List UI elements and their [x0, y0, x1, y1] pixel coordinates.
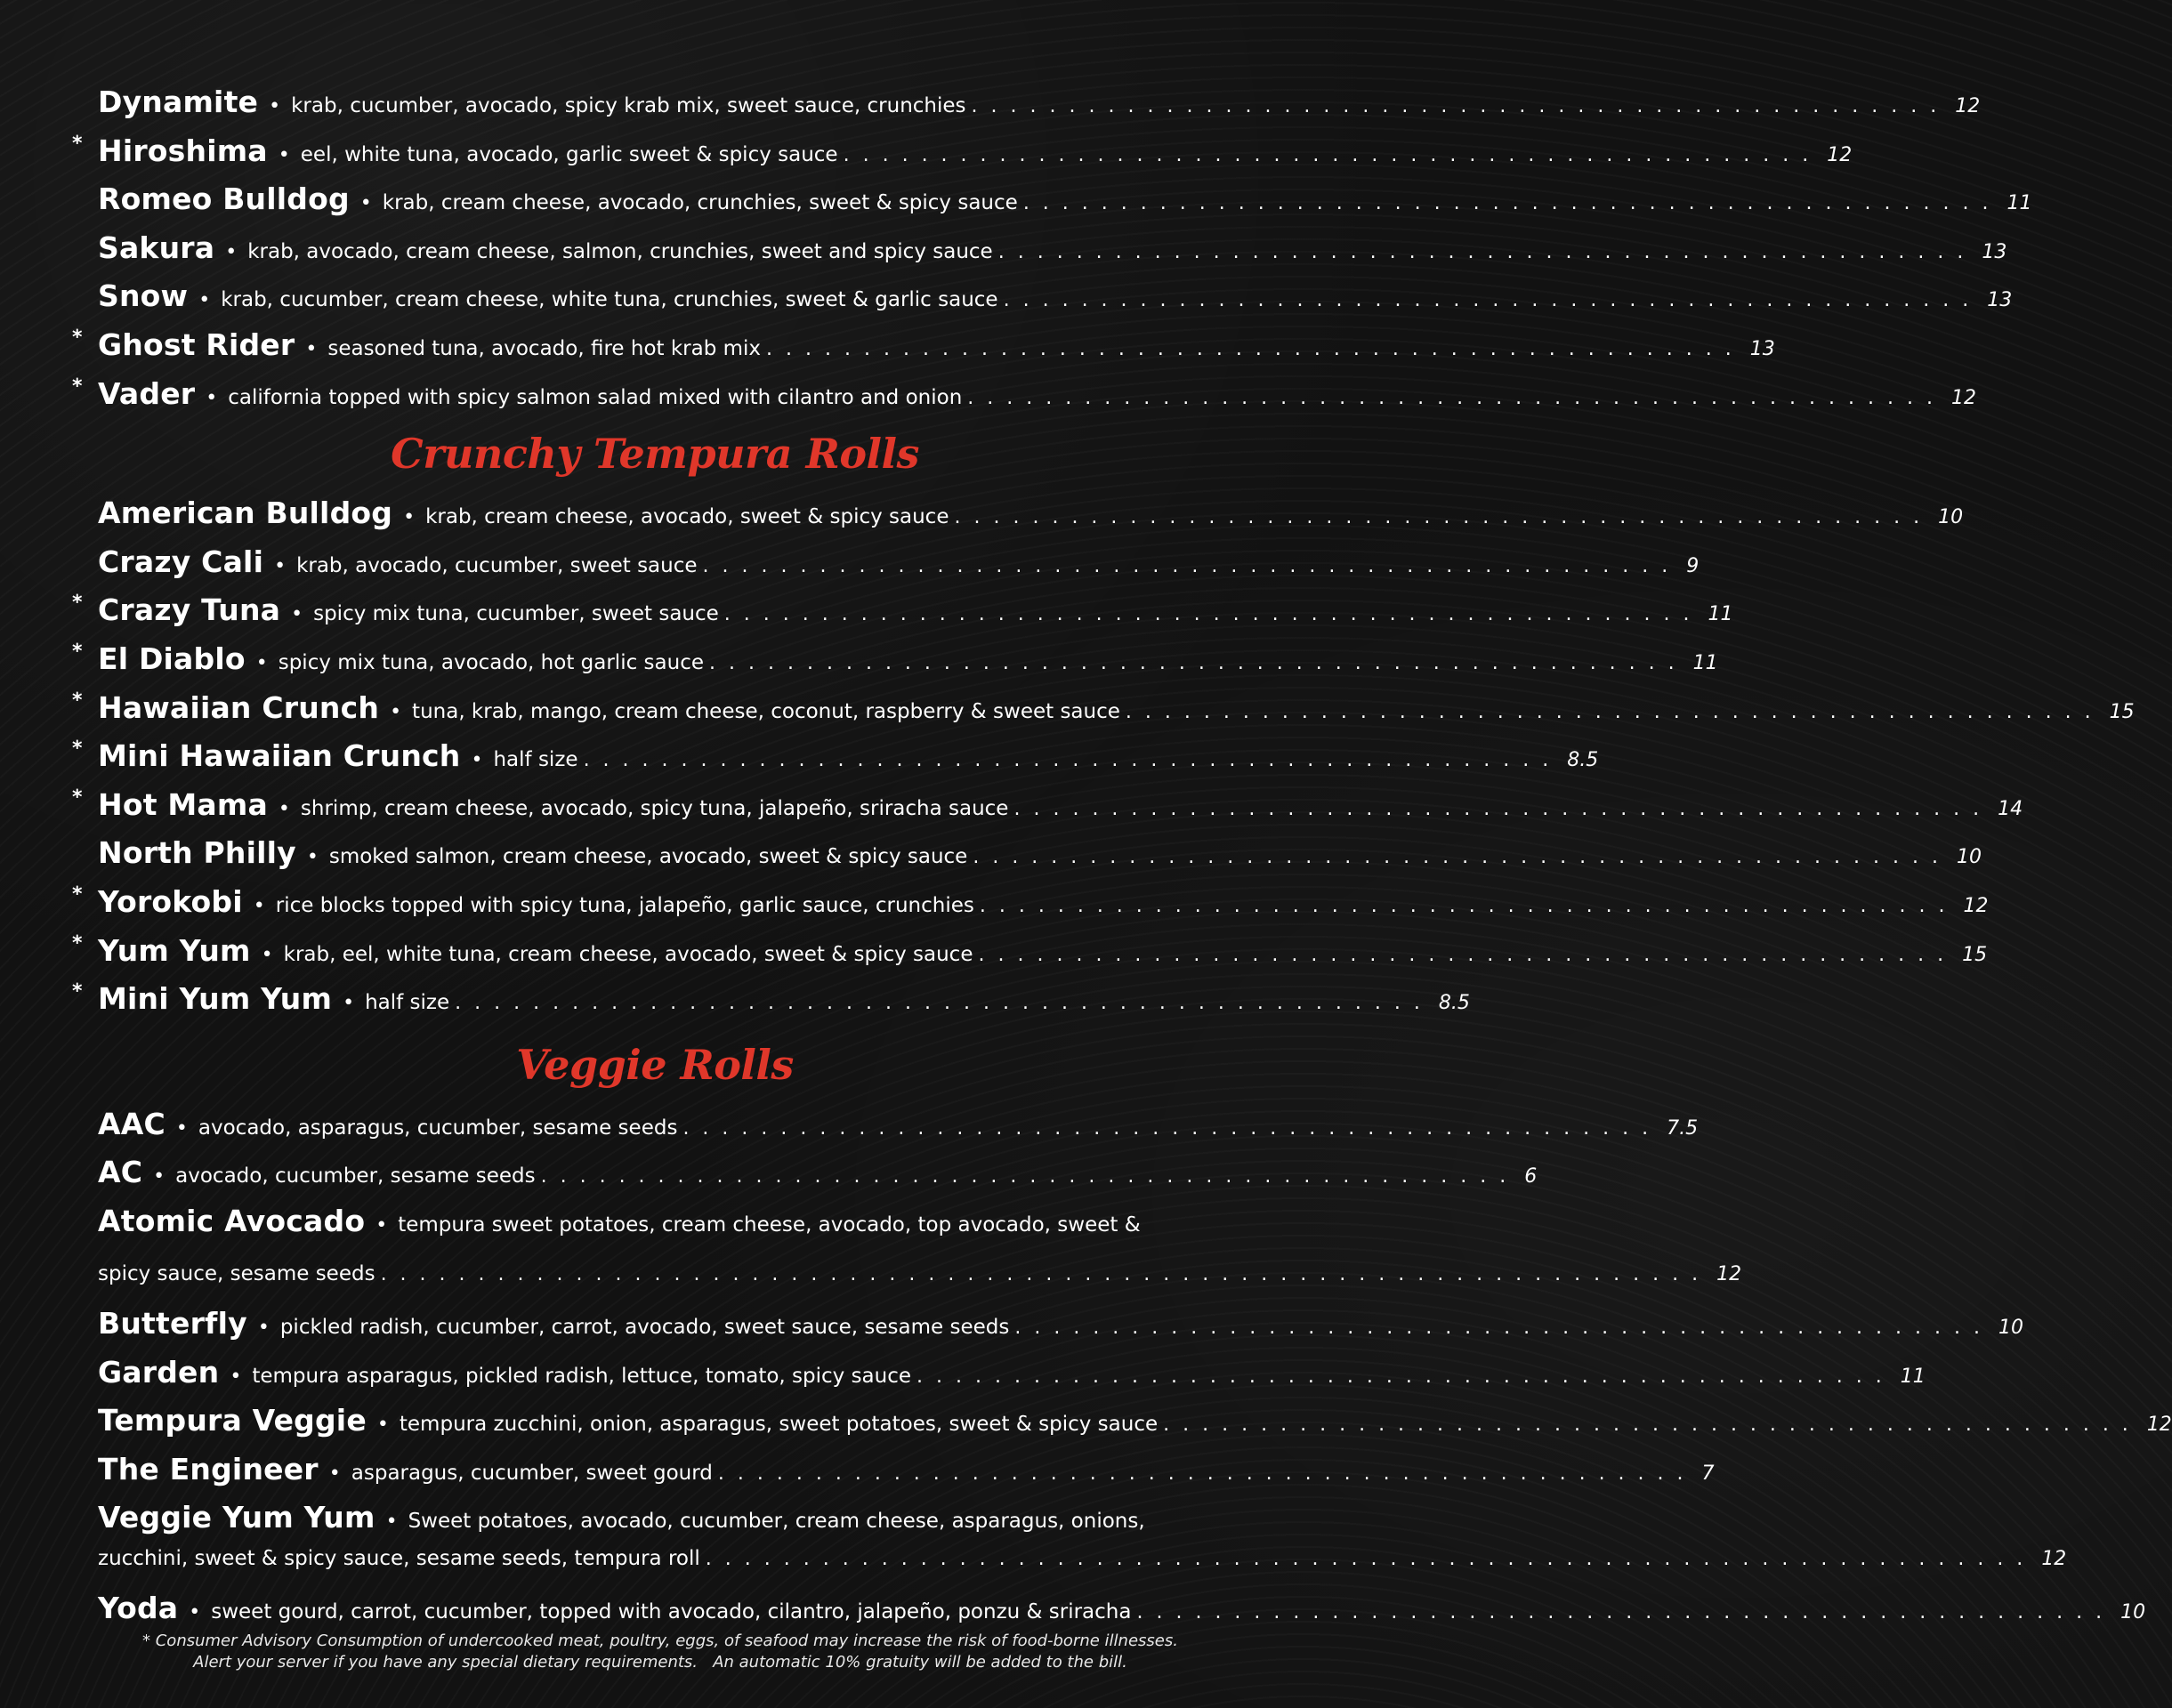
item-description-continued: spicy sauce, sesame seeds	[98, 1262, 375, 1286]
item-name: Dynamite	[98, 85, 259, 119]
dot-leader: ..................................................	[916, 1365, 1895, 1388]
item-description: spicy mix tuna, cucumber, sweet sauce	[313, 602, 719, 626]
item-name: Mini Hawaiian Crunch	[98, 738, 461, 774]
section-title: Crunchy Tempura Rolls	[391, 430, 919, 479]
item-price: 13	[1987, 289, 2013, 312]
menu-item-yorokobi	[72, 878, 1989, 927]
dot-leader: ..................................................	[702, 554, 1682, 577]
item-price: 12	[1716, 1263, 1742, 1286]
separator-dot: •	[403, 506, 416, 529]
separator-dot: •	[269, 95, 281, 117]
item-description: eel, white tuna, avocado, garlic sweet & spicy sauce	[300, 142, 838, 166]
item-price: 11	[1900, 1365, 1926, 1388]
menu-item-romeo-bulldog	[85, 175, 2032, 224]
dot-leader: ..................................................	[1013, 797, 1993, 820]
dot-leader: ..................................................	[997, 240, 1977, 263]
menu-item-garden	[85, 1349, 1926, 1398]
menu-item-snow	[85, 272, 2013, 321]
advisory-star: *	[72, 592, 83, 615]
dot-leader: ....................................................................	[705, 1548, 2037, 1571]
item-name: Ghost Rider	[98, 326, 295, 362]
separator-dot: •	[305, 337, 318, 360]
item-name: Hawaiian Crunch	[98, 689, 380, 725]
advisory-star: *	[72, 980, 83, 1003]
separator-dot: •	[278, 797, 290, 820]
dot-leader: ..................................................	[843, 143, 1822, 166]
dot-leader: ..................................................	[766, 337, 1745, 360]
separator-dot: •	[359, 192, 372, 215]
item-name: Yum Yum	[98, 932, 251, 968]
item-description: krab, cream cheese, avocado, crunchies, sweet & spicy sauce	[382, 191, 1018, 215]
menu-item-yum-yum	[72, 927, 1988, 976]
item-name: Hot Mama	[98, 786, 268, 822]
separator-dot: •	[175, 1116, 188, 1140]
item-price: 10	[1957, 846, 1982, 869]
dot-leader: ..................................................	[979, 894, 1958, 917]
advisory-star: *	[72, 640, 83, 663]
item-price: 11	[2006, 192, 2032, 215]
item-description: half size	[365, 991, 450, 1015]
item-price: 14	[1998, 797, 2023, 820]
item-name: Yoda	[98, 1590, 179, 1625]
item-description: half size	[493, 748, 578, 772]
item-description: tempura sweet potatoes, cream cheese, avocado, top avocado, sweet &	[398, 1213, 1141, 1237]
dot-leader: ..................................................	[954, 506, 1934, 529]
item-name: Snow	[98, 278, 189, 314]
dot-leader: ..................................................	[973, 846, 1951, 869]
dot-leader: ..................................................	[1125, 700, 2104, 723]
item-description: krab, avocado, cucumber, sweet sauce	[296, 553, 698, 577]
dot-leader: ..................................................	[967, 386, 1946, 409]
item-price: 12	[1827, 143, 1853, 166]
item-description: Sweet potatoes, avocado, cucumber, cream cheese, asparagus, onions,	[408, 1510, 1145, 1534]
item-line-2	[98, 1250, 1742, 1300]
dot-leader: ..................................................	[682, 1116, 1662, 1140]
item-name: AC	[98, 1155, 143, 1190]
dot-leader: ..................................................	[978, 943, 1958, 966]
dot-leader: ..................................................	[1163, 1414, 2142, 1437]
separator-dot: •	[471, 749, 483, 772]
item-description: krab, eel, white tuna, cream cheese, avocado, sweet & spicy sauce	[283, 942, 973, 966]
menu-item-hot-mama	[72, 781, 2023, 830]
item-price: 15	[1962, 943, 1988, 966]
footer-line-1: * Consumer Advisory Consumption of undercooked meat, poultry, eggs, of seafood may increase the risk of food-borne illnesses.	[142, 1631, 1178, 1650]
item-price: 13	[1749, 337, 1775, 360]
menu-item-butterfly	[85, 1300, 2024, 1349]
menu-item-vader	[72, 370, 1976, 419]
dot-leader: ..................................................	[455, 992, 1433, 1015]
dot-leader: ..................................................	[971, 95, 1950, 117]
item-price: 6	[1524, 1165, 1538, 1188]
menu-item-mini-hawaiian-crunch	[72, 732, 1599, 781]
item-price: 11	[1692, 651, 1718, 674]
separator-dot: •	[376, 1414, 389, 1437]
footer-line-2: Alert your server if you have any special dietary requirements. An automatic 10% gratuity will be added to the bill.	[193, 1653, 1127, 1672]
item-description: pickled radish, cucumber, carrot, avocado, sweet sauce, sesame seeds	[279, 1316, 1010, 1340]
item-description: krab, cream cheese, avocado, sweet & spicy sauce	[425, 505, 949, 529]
item-name: Yorokobi	[98, 883, 243, 919]
advisory-star: *	[72, 931, 83, 955]
item-price: 11	[1708, 603, 1733, 626]
dot-leader: ..................................................	[1022, 192, 2002, 215]
item-description: smoked salmon, cream cheese, avocado, sweet & spicy sauce	[328, 845, 968, 869]
item-name: The Engineer	[98, 1451, 319, 1486]
separator-dot: •	[385, 1511, 398, 1534]
advisory-star: *	[72, 689, 83, 712]
item-price: 12	[1950, 386, 1976, 409]
item-description: tempura asparagus, pickled radish, lettuce, tomato, spicy sauce	[252, 1364, 912, 1388]
item-name: Hiroshima	[98, 133, 268, 168]
menu-item-atomic-avocado	[85, 1197, 1742, 1300]
menu-item-north-philly	[85, 829, 1982, 878]
item-description: avocado, cucumber, sesame seeds	[175, 1164, 536, 1188]
advisory-star: *	[72, 326, 83, 349]
item-price: 7.5	[1667, 1116, 1699, 1140]
menu-item-el-diablo	[72, 635, 1718, 684]
item-line-2	[98, 1535, 2067, 1584]
separator-dot: •	[278, 143, 290, 166]
menu-item-crazy-tuna	[72, 586, 1733, 635]
item-description: krab, cucumber, cream cheese, white tuna, crunchies, sweet & garlic sauce	[221, 288, 998, 312]
item-price: 12	[1963, 894, 1989, 917]
item-description: california topped with spicy salmon salad mixed with cilantro and onion	[228, 385, 963, 409]
item-price: 10	[1938, 506, 1964, 529]
advisory-star: *	[72, 132, 83, 155]
separator-dot: •	[306, 846, 319, 869]
item-name: El Diablo	[98, 640, 246, 676]
separator-dot: •	[189, 1600, 201, 1623]
advisory-star: *	[72, 882, 83, 906]
item-line-1	[85, 1197, 1225, 1251]
dot-leader: ..................................................	[723, 603, 1703, 626]
item-description: asparagus, cucumber, sweet gourd	[351, 1461, 713, 1485]
item-name: Atomic Avocado	[98, 1203, 366, 1238]
separator-dot: •	[230, 1365, 242, 1388]
separator-dot: •	[328, 1462, 341, 1485]
advisory-star: *	[72, 375, 83, 398]
separator-dot: •	[375, 1213, 388, 1237]
dot-leader: ..................................................	[709, 651, 1688, 674]
section-veggie-rolls	[85, 1029, 2172, 1633]
dot-leader: ..................................................	[1014, 1317, 1994, 1340]
menu-item-tempura-veggie	[85, 1397, 2172, 1446]
menu-item-sakura	[85, 224, 2007, 273]
item-name: Garden	[98, 1354, 220, 1390]
dot-leader: ..................................................	[540, 1165, 1520, 1188]
menu-item-aac	[85, 1100, 1699, 1149]
menu-item-the-engineer	[85, 1446, 1715, 1494]
item-name: AAC	[98, 1106, 166, 1141]
section-crunchy-tempura-rolls	[72, 418, 2135, 1024]
item-name: Crazy Tuna	[98, 592, 281, 628]
item-name: Crazy Cali	[98, 544, 264, 579]
menu-item-hawaiian-crunch	[72, 684, 2135, 733]
item-price: 8.5	[1438, 992, 1470, 1015]
separator-dot: •	[206, 386, 218, 409]
item-description: rice blocks topped with spicy tuna, jalapeño, garlic sauce, crunchies	[275, 893, 974, 917]
dot-leader: ....................................................................	[380, 1263, 1712, 1286]
menu-item-hiroshima	[72, 127, 1853, 176]
menu-item-american-bulldog	[85, 489, 1964, 538]
item-name: Butterfly	[98, 1306, 247, 1341]
item-description: tuna, krab, mango, cream cheese, coconut, raspberry & sweet sauce	[412, 699, 1120, 723]
item-price: 7	[1701, 1462, 1715, 1485]
item-price: 9	[1686, 554, 1700, 577]
item-description: shrimp, cream cheese, avocado, spicy tuna, jalapeño, sriracha sauce	[300, 796, 1009, 820]
separator-dot: •	[255, 651, 268, 674]
advisory-star: *	[72, 737, 83, 761]
item-price: 10	[1998, 1317, 2024, 1340]
item-description-continued: zucchini, sweet & spicy sauce, sesame seeds, tempura roll	[98, 1547, 700, 1571]
item-price: 10	[2120, 1600, 2146, 1623]
item-price: 12	[2146, 1414, 2172, 1437]
item-name: North Philly	[98, 835, 296, 871]
item-name: Mini Yum Yum	[98, 981, 333, 1017]
menu-item-mini-yum-yum	[72, 975, 1470, 1024]
item-description: krab, cucumber, avocado, spicy krab mix, sweet sauce, crunchies	[291, 94, 966, 117]
item-price: 12	[2041, 1548, 2067, 1571]
item-price: 15	[2109, 700, 2135, 723]
section-rolls	[72, 78, 2032, 418]
dot-leader: ..................................................	[1136, 1600, 2116, 1623]
item-name: Vader	[98, 375, 196, 411]
menu-item-ghost-rider	[72, 321, 1775, 370]
item-description: spicy mix tuna, avocado, hot garlic sauce	[278, 650, 704, 674]
separator-dot: •	[198, 289, 211, 312]
separator-dot: •	[390, 700, 402, 723]
item-name: Romeo Bulldog	[98, 181, 350, 217]
item-name: American Bulldog	[98, 495, 393, 531]
item-description: avocado, asparagus, cucumber, sesame seeds	[198, 1116, 678, 1140]
advisory-star: *	[72, 786, 83, 809]
separator-dot: •	[225, 240, 238, 263]
menu	[72, 78, 2172, 1632]
item-description: sweet gourd, carrot, cucumber, topped with avocado, cilantro, jalapeño, ponzu & sriracha	[211, 1599, 1132, 1623]
item-description: seasoned tuna, avocado, fire hot krab mix	[327, 336, 762, 360]
dot-leader: ..................................................	[1003, 289, 1982, 312]
separator-dot: •	[274, 554, 287, 577]
separator-dot: •	[343, 992, 355, 1015]
menu-item-yoda	[85, 1584, 2146, 1633]
menu-item-crazy-cali	[85, 538, 1700, 587]
item-description: tempura zucchini, onion, asparagus, sweet potatoes, sweet & spicy sauce	[399, 1413, 1159, 1437]
item-name: Sakura	[98, 230, 215, 265]
separator-dot: •	[291, 603, 303, 626]
item-price: 13	[1982, 240, 2007, 263]
item-price: 12	[1955, 95, 1981, 117]
menu-item-dynamite	[85, 78, 1981, 127]
consumer-advisory-footer	[0, 1631, 1320, 1673]
item-name: Veggie Yum Yum	[98, 1500, 375, 1535]
menu-item-ac	[85, 1148, 1538, 1197]
dot-leader: ..................................................	[717, 1462, 1697, 1485]
item-price: 8.5	[1567, 749, 1599, 772]
item-name: Tempura Veggie	[98, 1403, 367, 1438]
separator-dot: •	[153, 1165, 166, 1188]
separator-dot: •	[257, 1317, 270, 1340]
dot-leader: ..................................................	[583, 749, 1562, 772]
section-title: Veggie Rolls	[516, 1040, 794, 1089]
separator-dot: •	[253, 894, 265, 917]
separator-dot: •	[261, 943, 273, 966]
item-description: krab, avocado, cream cheese, salmon, crunchies, sweet and spicy sauce	[247, 239, 993, 263]
menu-item-veggie-yum-yum	[85, 1494, 2067, 1583]
